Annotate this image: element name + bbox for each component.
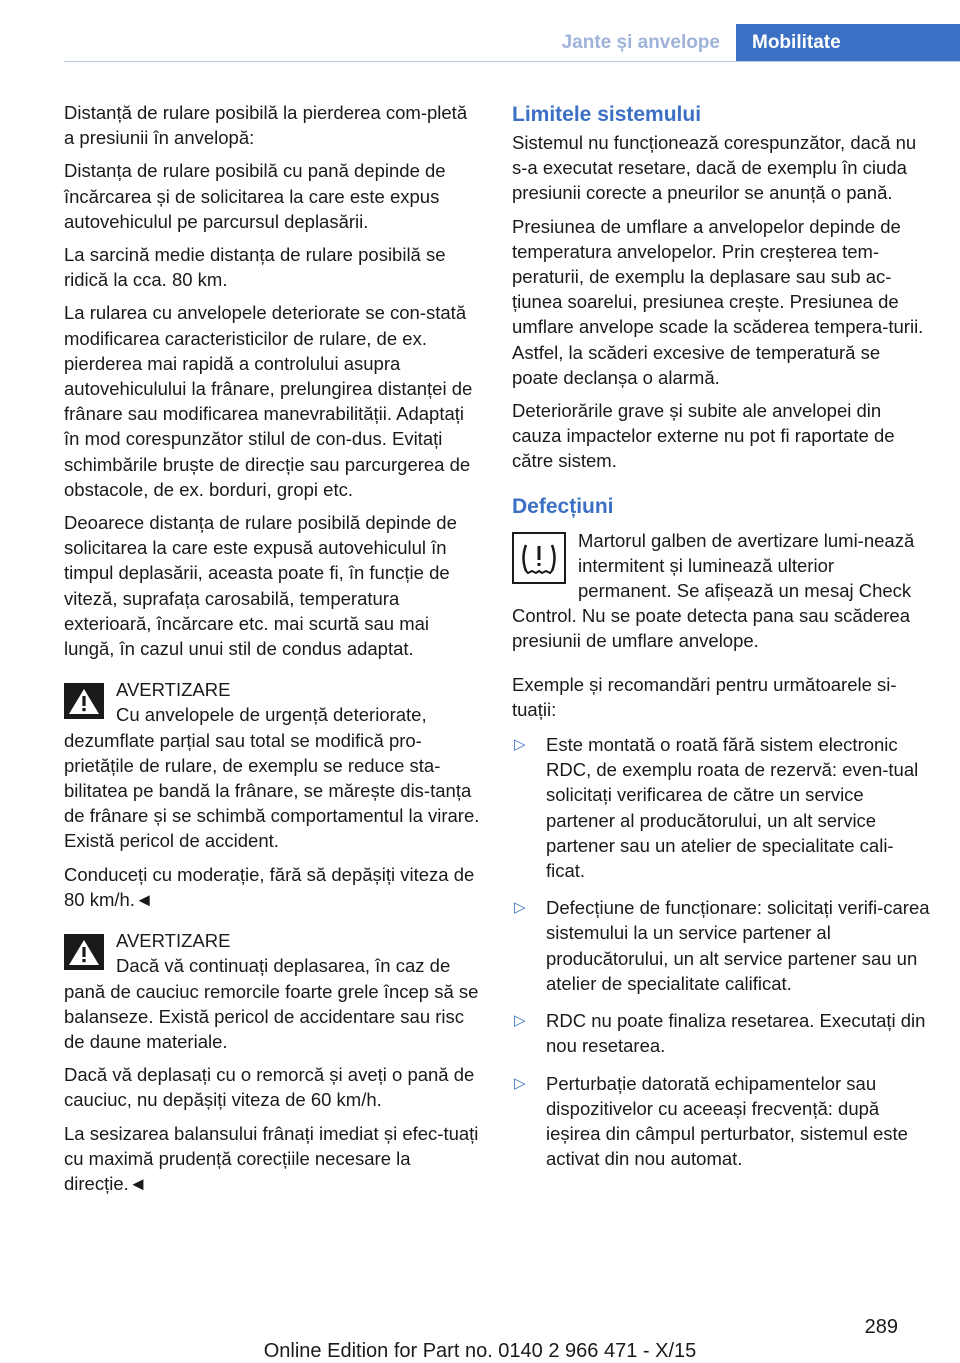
triangle-bullet-icon: ▷: [514, 899, 526, 917]
tire-pressure-warning-icon: [512, 532, 566, 584]
paragraph: Deoarece distanța de rulare posibilă depinde de solicitarea la care este expusă autovehiculul în timpul deplasării, aceasta poate fi, în funcție de viteză, suprafața carosabilă, temperatura exterioară, încărcare etc. mai scurtă sau mai lungă, în cazul unui stil de condus adaptat.: [64, 512, 457, 660]
page-header: [0, 0, 960, 62]
chapter-tab[interactable]: Mobilitate: [736, 24, 960, 62]
triangle-bullet-icon: ▷: [514, 1012, 526, 1030]
warning-text: Dacă vă deplasați cu o remorcă și aveți o pană de cauciuc, nu depășiți viteza de 60 km/h.: [64, 1064, 475, 1111]
warning-block: [64, 928, 480, 1196]
paragraph: Sistemul nu funcționează corespunzător, dacă nu s-a executat resetare, dacă de exemplu în ciuda presiunii corecte a pneurilor se anunță o pană.: [512, 132, 917, 204]
examples-intro: Exemple și recomandări pentru următoarele si‐tuații:: [512, 673, 897, 720]
warning-text: Dacă vă continuați deplasarea, în caz de pană de cauciuc remorcile foarte grele încep să se balanseze. Există pericol de accidentare sau risc de daune materiale.: [64, 955, 479, 1052]
paragraph: Deteriorările grave și subite ale anvelopei din cauza impactelor externe nu pot fi raportate de către sistem.: [512, 400, 895, 472]
paragraph: La rularea cu anvelopele deteriorate se con‐stată modificarea caracteristicilor de rulare, de ex. pierderea mai rapidă a controlului asupra autovehiculului la frânare, prelungirea distanței de frânare sau modificarea manevrabilității. Adaptați în mod corespunzător stilul de con‐dus. Evitați schimbările bruște de direcție sau parcurgerea de obstacole, de ex. borduri, gropi etc.: [64, 302, 473, 500]
list-item: ▷ Defecțiune de funcționare: solicitați verifi‐carea sistemului la un service partener al producătorului, un alt service partener sau un atelier de specialitate calificat.: [514, 897, 930, 994]
page-number: 289: [864, 1316, 898, 1338]
warning-triangle-icon: [64, 683, 104, 719]
header-rule: [64, 61, 960, 62]
section-tab[interactable]: Jante și anvelope: [561, 32, 720, 53]
defect-text: Martorul galben de avertizare lumi‐nează intermitent și luminează ulterior permanent. Se afișează un mesaj Check Control. Nu se poate detecta pana sau scăderea presiunii de umflare anvelope.: [512, 529, 915, 652]
warning-text: La sesizarea balansului frânați imediat și efec‐tuați cu maximă prudență corecțiile necesare la direcție.◄: [64, 1122, 479, 1194]
warning-text: Conduceți cu moderație, fără să depășiți viteza de 80 km/h.◄: [64, 863, 475, 910]
warning-triangle-icon: [64, 934, 104, 970]
warning-block: [64, 677, 480, 912]
list-item: ▷ Este montată o roată fără sistem electronic RDC, de exemplu roata de rezervă: even‐tual solicitați verificarea de către un service partener al producătorului, un alt service partener sau un atelier de specialitate cali‐ficat.: [514, 734, 919, 882]
list-item: ▷ Perturbație datorată echipamentelor sau dispozitivelor cu aceeași frecvență: după ieșirea din câmpul perturbator, sistemul este activat din nou automat.: [514, 1072, 908, 1170]
edition-footer: Online Edition for Part no. 0140 2 966 471 - X/15: [263, 1340, 697, 1362]
section-heading-limits: Limitele sistemului: [512, 103, 702, 126]
triangle-bullet-icon: ▷: [514, 736, 526, 754]
warning-text: Cu anvelopele de urgență deteriorate, dezumflate parțial sau total se modifică pro‐prietățile de rulare, de exemplu se reduce sta‐bilitatea pe bandă la frânare, se mărește dis‐tanța de frânare și se schimbă comportamentul la virare. Există pericol de accident.: [64, 704, 480, 852]
paragraph: Distanța de rulare posibilă cu pană depinde de încărcarea și de solicitarea la care este expus autovehiculul pe parcursul deplasării.: [64, 160, 446, 232]
left-column: [64, 100, 480, 1204]
triangle-bullet-icon: ▷: [514, 1074, 526, 1092]
warning-title: AVERTIZARE: [116, 930, 231, 952]
paragraph: Distanță de rulare posibilă la pierderea com‐pletă a presiunii în anvelopă:: [64, 102, 468, 149]
section-heading-defects: Defecțiuni: [512, 494, 614, 518]
paragraph: Presiunea de umflare a anvelopelor depinde de temperatura anvelopelor. Prin creșterea tem‐peraturii, de exemplu la deplasare sau sub ac‐țiunea soarelui, presiunea crește. Presiunea de umflare anvelope scade la scăderea tempera‐turii. Astfel, la scăderi excesive de temperatură se poate declanșa o alarmă.: [512, 215, 924, 388]
defect-block: [512, 528, 930, 654]
right-column: [512, 100, 930, 1183]
list-item: ▷ RDC nu poate finaliza resetarea. Executați din nou resetarea.: [514, 1010, 926, 1057]
warning-title: AVERTIZARE: [116, 679, 231, 701]
paragraph: La sarcină medie distanța de rulare posibilă se ridică la cca. 80 km.: [64, 244, 446, 291]
examples-list: [512, 732, 930, 1171]
